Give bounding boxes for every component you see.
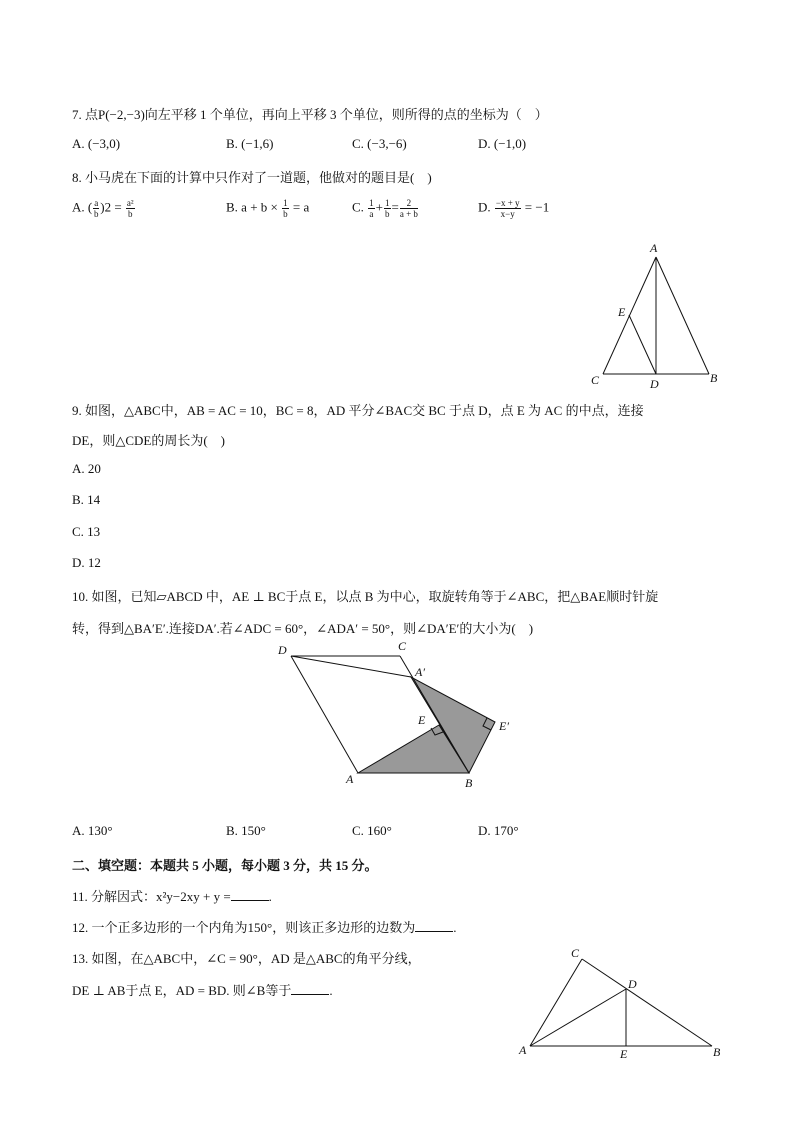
q9-option-b: B. 14 xyxy=(72,492,101,507)
q9-triangle-figure xyxy=(585,238,725,390)
q13-triangle-figure xyxy=(516,944,728,1064)
q10-label-c: C xyxy=(398,639,407,653)
q9-stem-line1: 9. 如图，△ABC中，AB = AC = 10，BC = 8，AD 平分∠BAC交 BC 于点 D，点 E 为 AC 的中点，连接 xyxy=(72,403,644,418)
q9-segment-ab xyxy=(656,257,709,374)
q7-option-c: C. (−3,−6) xyxy=(352,136,407,151)
q10-segment-da xyxy=(291,656,358,773)
q9-option-a: A. 20 xyxy=(72,461,101,476)
q13-label-e: E xyxy=(620,1047,628,1061)
q11-stem: 11. 分解因式：x²y−2xy + y = . xyxy=(72,889,272,904)
q13-stem-line1: 13. 如图，在△ABC中，∠C = 90°，AD 是△ABC的角平分线， xyxy=(72,951,421,966)
q10-label-a: A xyxy=(346,772,354,786)
q9-label-d: D xyxy=(650,377,659,390)
q9-option-d: D. 12 xyxy=(72,555,101,570)
q9-segment-de xyxy=(629,315,656,374)
section-2-heading: 二、填空题：本题共 5 小题，每小题 3 分，共 15 分。 xyxy=(72,858,378,873)
q9-stem-line2: DE，则△CDE的周长为( ) xyxy=(72,433,225,448)
q10-option-d: D. 170° xyxy=(478,823,519,838)
q9-label-a: A xyxy=(650,241,658,255)
q10-segment-da1 xyxy=(291,656,411,677)
q10-stem-line1: 10. 如图，已知▱ABCD 中，AE ⊥ BC于点 E，以点 B 为中心，取旋转角等于∠ABC，把△BAE顺时针旋 xyxy=(72,589,659,604)
q9-option-c: C. 13 xyxy=(72,524,101,539)
q13-answer-blank[interactable] xyxy=(291,984,329,995)
q13-label-d: D xyxy=(628,977,637,991)
q8-option-c: C. $\frac{1}{a}$ + $\frac{1}{b}$ = $\frac{2}{a + b}$ xyxy=(352,198,418,219)
q12-stem: 12. 一个正多边形的一个内角为150°，则该正多边形的边数为 . xyxy=(72,920,457,935)
q7-stem: 7. 点P(−2,−3)向左平移 1 个单位，再向上平移 3 个单位，则所得的点的坐标为（ ） xyxy=(72,107,548,122)
q10-label-b: B xyxy=(465,776,473,790)
q9-label-c: C xyxy=(591,373,600,387)
q10-option-c: C. 160° xyxy=(352,823,392,838)
q9-label-e: E xyxy=(618,305,626,319)
q9-label-b: B xyxy=(710,371,718,385)
q13-segment-ad xyxy=(530,989,626,1046)
q10-label-e: E xyxy=(418,713,426,727)
q7-option-b: B. (−1,6) xyxy=(226,136,274,151)
q10-label-e1: E′ xyxy=(499,719,509,733)
q13-label-c: C xyxy=(571,946,580,960)
q10-option-b: B. 150° xyxy=(226,823,266,838)
q8-option-a: A. ( $\frac{a}{b}$ )2 = $\frac{\text{a²}}{b}$ xyxy=(72,198,134,219)
q7-option-d: D. (−1,0) xyxy=(478,136,527,151)
q10-option-a: A. 130° xyxy=(72,823,113,838)
q10-label-a1: A′ xyxy=(415,665,425,679)
q10-label-d: D xyxy=(278,643,287,657)
q8-option-b: B. a + b × $\frac{1}{b}$ = a xyxy=(226,198,310,219)
q13-segment-cb xyxy=(582,959,712,1046)
q13-segment-ca xyxy=(530,959,582,1046)
q7-option-a: A. (−3,0) xyxy=(72,136,121,151)
q11-answer-blank[interactable] xyxy=(231,890,269,901)
q8-stem: 8. 小马虎在下面的计算中只作对了一道题，他做对的题目是( ) xyxy=(72,170,432,185)
q10-parallelogram-figure xyxy=(272,638,532,794)
q13-label-b: B xyxy=(713,1045,721,1059)
q8-option-d: D. $\frac{-x + y}{x-y}$ = −1 xyxy=(478,198,550,219)
q10-stem-line2: 转，得到△BA′E′.连接DA′.若∠ADC = 60°，∠ADA′ = 50°，则∠DA′E′的大小为( ) xyxy=(72,621,534,636)
q13-stem-line2: DE ⊥ AB于点 E，AD = BD. 则∠B等于 . xyxy=(72,983,333,998)
q13-label-a: A xyxy=(519,1043,527,1057)
q12-answer-blank[interactable] xyxy=(415,921,453,932)
